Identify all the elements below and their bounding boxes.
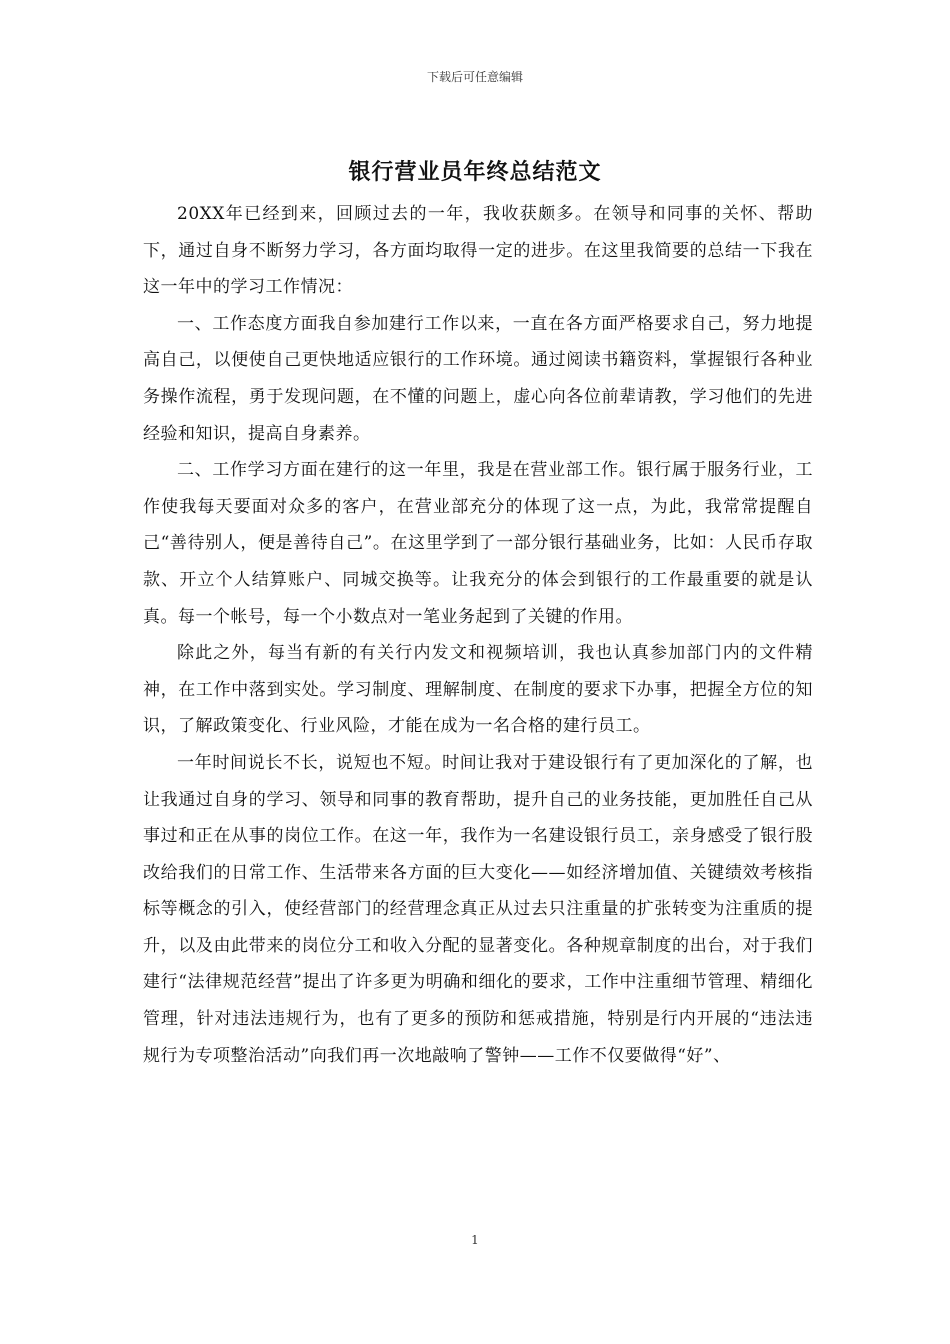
header-note: 下载后可任意编辑 <box>426 70 523 84</box>
document-body <box>143 196 813 1074</box>
paragraph-work-study: 二、工作学习方面在建行的这一年里，我是在营业部工作。银行属于服务行业，工作使我每天要面对众多的客户，在营业部充分的体现了这一点，为此，我常常提醒自己“善待别人，便是善待自己”。在这里学到了一部分银行基础业务，比如：人民币存取款、开立个人结算账户、同城交换等。让我充分的体会到银行的工作最重要的就是认真。每一个帐号，每一个小数点对一笔业务起到了关键的作用。 <box>143 460 813 627</box>
paragraph-intro: 20XX年已经到来，回顾过去的一年，我收获颇多。在领导和同事的关怀、帮助下，通过自身不断努力学习，各方面均取得一定的进步。在这里我简要的总结一下我在这一年中的学习工作情况： <box>143 204 813 298</box>
document-title: 银行营业员年终总结范文 <box>348 159 602 185</box>
paragraph-year-review: 一年时间说长不长，说短也不短。时间让我对于建设银行有了更加深化的了解，也让我通过自身的学习、领导和同事的教育帮助，提升自己的业务技能，更加胜任自己从事过和正在从事的岗位工作。在这一年，我作为一名建设银行员工，亲身感受了银行股改给我们的日常工作、生活带来各方面的巨大变化——如经济增加值、关键绩效考核指标等概念的引入，使经营部门的经营理念真正从过去只注重量的扩张转变为注重质的提升，以及由此带来的岗位分工和收入分配的显著变化。各种规章制度的出台，对于我们建行“法律规范经营”提出了许多更为明确和细化的要求，工作中注重细节管理、精细化管理，针对违法违规行为，也有了更多的预防和惩戒措施，特别是行内开展的“违法违规行为专项整治活动”向我们再一次地敲响了警钟——工作不仅要做得“好”、 <box>143 752 813 1066</box>
paragraph-training: 除此之外，每当有新的有关行内发文和视频培训，我也认真参加部门内的文件精神，在工作中落到实处。学习制度、理解制度、在制度的要求下办事，把握全方位的知识，了解政策变化、行业风险，才能在成为一名合格的建行员工。 <box>143 643 813 737</box>
paragraph-work-attitude: 一、工作态度方面我自参加建行工作以来，一直在各方面严格要求自己，努力地提高自己，以便使自己更快地适应银行的工作环境。通过阅读书籍资料，掌握银行各种业务操作流程，勇于发现问题，在不懂的问题上，虚心向各位前辈请教，学习他们的先进经验和知识，提高自身素养。 <box>143 313 813 444</box>
page-number: 1 <box>471 1233 479 1247</box>
